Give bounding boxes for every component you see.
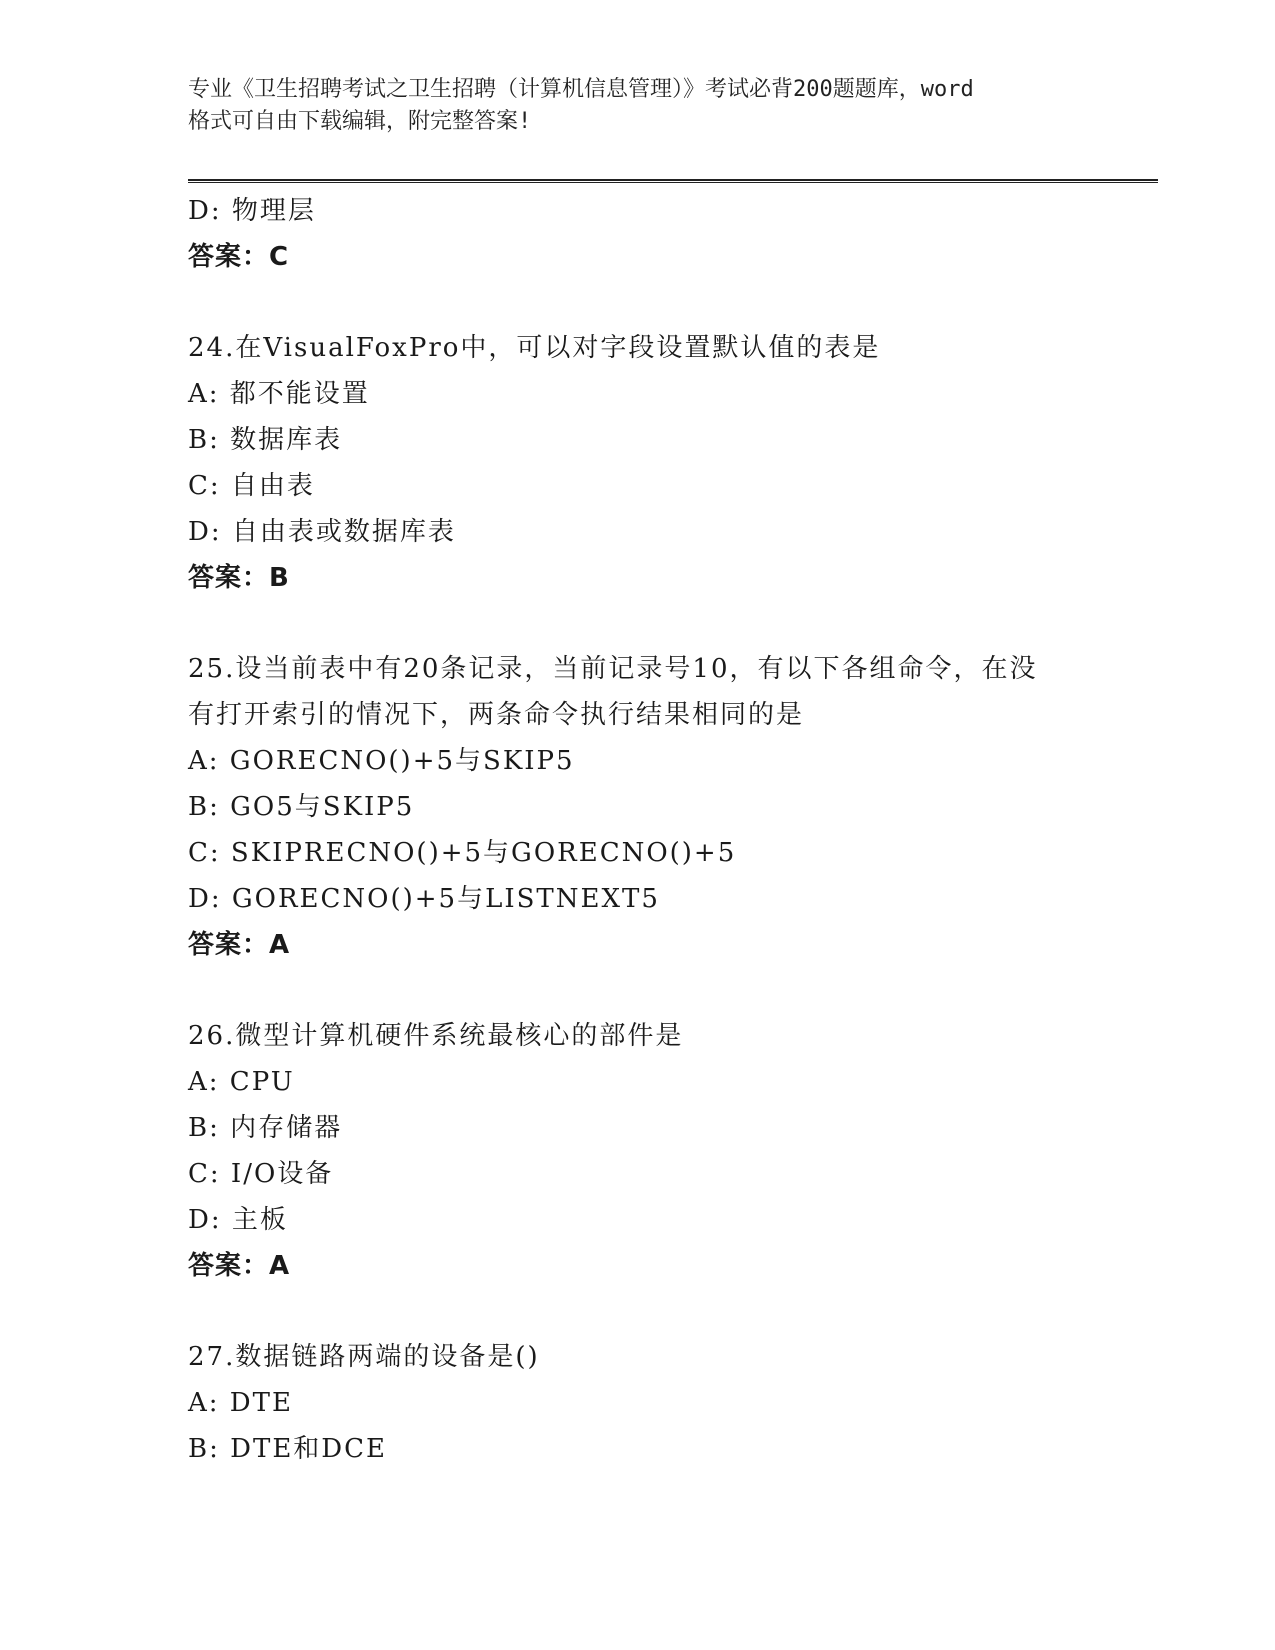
question-stem-line-1: 25.设当前表中有20条记录，当前记录号10，有以下各组命令，在没 — [188, 654, 1038, 684]
header-rule — [188, 179, 1158, 183]
question-27 — [188, 1334, 1088, 1472]
option-a: A: GORECNO()+5与SKIP5 — [188, 746, 575, 776]
question-24 — [188, 325, 1088, 601]
option-b: B: 内存储器 — [188, 1113, 343, 1143]
question-list — [188, 188, 1088, 1472]
option-a: A: 都不能设置 — [188, 379, 370, 409]
option-c: C: SKIPRECNO()+5与GORECNO()+5 — [188, 838, 737, 868]
option-d: D: 主板 — [188, 1205, 288, 1235]
question-23-tail — [188, 188, 1088, 280]
answer: 答案：A — [188, 930, 291, 960]
page-header — [188, 74, 1088, 138]
option-b: B: GO5与SKIP5 — [188, 792, 415, 822]
option-c: C: 自由表 — [188, 471, 315, 501]
option-d: D: 自由表或数据库表 — [188, 517, 456, 547]
answer: 答案：B — [188, 563, 290, 593]
question-25 — [188, 646, 1088, 968]
option-d: D: GORECNO()+5与LISTNEXT5 — [188, 884, 660, 914]
question-stem: 27.数据链路两端的设备是() — [188, 1342, 540, 1372]
option-a: A: CPU — [188, 1067, 295, 1097]
question-26 — [188, 1013, 1088, 1289]
option-a: A: DTE — [188, 1388, 293, 1418]
answer: 答案：A — [188, 1251, 291, 1281]
header-line-1: 专业《卫生招聘考试之卫生招聘（计算机信息管理）》考试必背200题题库，word — [188, 77, 974, 102]
question-stem: 24.在VisualFoxPro中，可以对字段设置默认值的表是 — [188, 333, 881, 363]
header-line-2: 格式可自由下载编辑，附完整答案! — [188, 109, 532, 134]
option-b: B: DTE和DCE — [188, 1434, 388, 1464]
option-d: D: 物理层 — [188, 196, 316, 226]
question-stem-line-2: 有打开索引的情况下，两条命令执行结果相同的是 — [188, 700, 805, 730]
question-stem: 26.微型计算机硬件系统最核心的部件是 — [188, 1021, 684, 1051]
answer: 答案：C — [188, 242, 290, 272]
option-c: C: I/O设备 — [188, 1159, 334, 1189]
option-b: B: 数据库表 — [188, 425, 343, 455]
